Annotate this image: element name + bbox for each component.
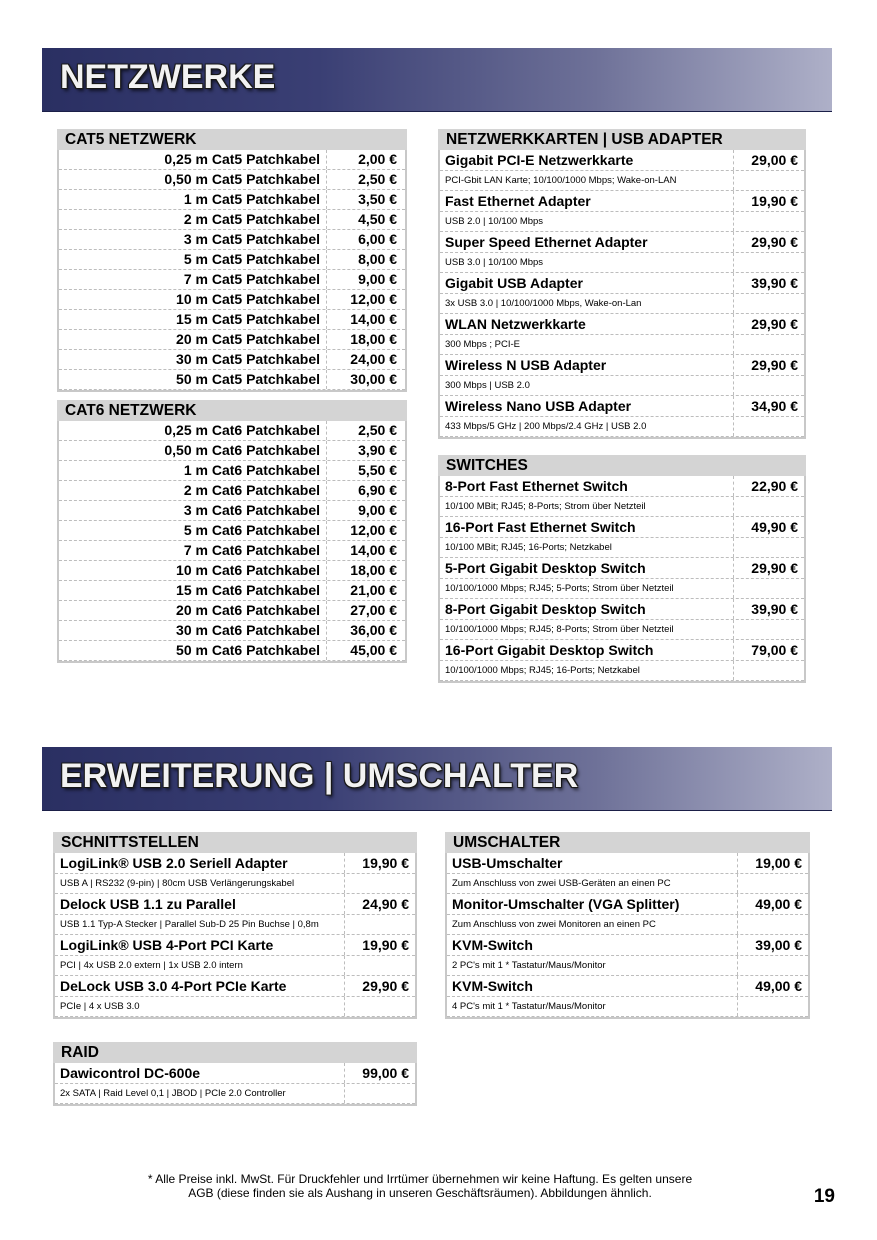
table-row [59, 310, 405, 330]
product-title-row [440, 517, 804, 538]
empty-cell [734, 661, 804, 680]
table-row [59, 541, 405, 561]
product-desc-row [440, 294, 804, 314]
product-name: Dawicontrol DC-600e [55, 1063, 345, 1083]
product-desc-row [440, 171, 804, 191]
empty-cell [345, 1084, 415, 1103]
product-name: 10 m Cat5 Patchkabel [59, 290, 327, 309]
empty-cell [738, 997, 808, 1016]
product-price: 34,90 € [751, 398, 798, 414]
product-name: 30 m Cat5 Patchkabel [59, 350, 327, 369]
product-desc-row [55, 1084, 415, 1104]
table-row [59, 581, 405, 601]
product-description: 10/100 MBit; RJ45; 8-Ports; Strom über Netzteil [440, 497, 734, 516]
product-item [440, 191, 804, 232]
product-price: 18,00 € [350, 562, 397, 578]
product-desc-row [447, 997, 808, 1017]
footer-note [120, 1172, 720, 1200]
product-name: LogiLink® USB 2.0 Seriell Adapter [55, 853, 345, 873]
empty-cell [738, 956, 808, 975]
product-price: 29,90 € [751, 316, 798, 332]
product-price: 2,00 € [358, 151, 397, 167]
table-row [59, 601, 405, 621]
empty-cell [734, 171, 804, 190]
product-name: 10 m Cat6 Patchkabel [59, 561, 327, 580]
empty-cell [734, 253, 804, 272]
product-title-row [440, 232, 804, 253]
table-row [59, 370, 405, 390]
empty-cell [738, 915, 808, 934]
product-name: Gigabit PCI-E Netzwerkkarte [440, 150, 734, 170]
product-title-row [440, 396, 804, 417]
product-price: 29,90 € [751, 234, 798, 250]
banner-erweiterung [42, 747, 832, 811]
table-row [59, 170, 405, 190]
product-description: USB 1.1 Typ-A Stecker | Parallel Sub-D 25 Pin Buchse | 0,8m [55, 915, 345, 934]
product-item [440, 396, 804, 437]
product-title-row [440, 191, 804, 212]
product-desc-row [447, 915, 808, 935]
product-price: 27,00 € [350, 602, 397, 618]
product-price: 29,90 € [751, 560, 798, 576]
product-item [440, 314, 804, 355]
product-name: 7 m Cat6 Patchkabel [59, 541, 327, 560]
product-name: 2 m Cat6 Patchkabel [59, 481, 327, 500]
product-item [55, 1063, 415, 1104]
product-price: 19,90 € [362, 855, 409, 871]
product-description: 4 PC's mit 1 * Tastatur/Maus/Monitor [447, 997, 738, 1016]
product-price: 30,00 € [350, 371, 397, 387]
product-name: LogiLink® USB 4-Port PCI Karte [55, 935, 345, 955]
product-desc-row [440, 253, 804, 273]
product-item [440, 273, 804, 314]
table-row [59, 210, 405, 230]
product-description: 10/100 MBit; RJ45; 16-Ports; Netzkabel [440, 538, 734, 557]
product-price: 19,00 € [755, 855, 802, 871]
product-description: 2x SATA | Raid Level 0,1 | JBOD | PCIe 2.0 Controller [55, 1084, 345, 1103]
empty-cell [345, 874, 415, 893]
empty-cell [734, 294, 804, 313]
product-name: 15 m Cat6 Patchkabel [59, 581, 327, 600]
product-name: 3 m Cat6 Patchkabel [59, 501, 327, 520]
product-name: Fast Ethernet Adapter [440, 191, 734, 211]
banner-netzwerke [42, 48, 832, 112]
product-name: 0,25 m Cat5 Patchkabel [59, 150, 327, 169]
product-description: 433 Mbps/5 GHz | 200 Mbps/2.4 GHz | USB 2.0 [440, 417, 734, 436]
table-row [59, 270, 405, 290]
table-row [59, 521, 405, 541]
product-description: PCIe | 4 x USB 3.0 [55, 997, 345, 1016]
product-price: 21,00 € [350, 582, 397, 598]
banner-title: NETZWERKE [60, 58, 276, 96]
product-price: 3,50 € [358, 191, 397, 207]
product-desc-row [440, 579, 804, 599]
product-item [447, 935, 808, 976]
product-title-row [55, 935, 415, 956]
section-title: UMSCHALTER [445, 832, 810, 853]
section-title: NETZWERKKARTEN | USB ADAPTER [438, 129, 806, 150]
product-price: 49,90 € [751, 519, 798, 535]
section-title: CAT6 NETZWERK [57, 400, 407, 421]
product-name: 0,50 m Cat6 Patchkabel [59, 441, 327, 460]
product-item [440, 355, 804, 396]
product-description: 3x USB 3.0 | 10/100/1000 Mbps, Wake-on-Lan [440, 294, 734, 313]
product-desc-row [440, 497, 804, 517]
product-title-row [440, 150, 804, 171]
product-item [447, 976, 808, 1017]
product-name: Super Speed Ethernet Adapter [440, 232, 734, 252]
product-price: 14,00 € [350, 542, 397, 558]
empty-cell [738, 874, 808, 893]
empty-cell [345, 956, 415, 975]
product-price: 5,50 € [358, 462, 397, 478]
table-row [59, 481, 405, 501]
empty-cell [734, 497, 804, 516]
product-description: 10/100/1000 Mbps; RJ45; 16-Ports; Netzkabel [440, 661, 734, 680]
cat5-table [57, 129, 407, 392]
product-item [440, 476, 804, 517]
product-title-row [440, 640, 804, 661]
raid-table [53, 1042, 417, 1106]
product-name: 8-Port Gigabit Desktop Switch [440, 599, 734, 619]
product-description: Zum Anschluss von zwei Monitoren an einen PC [447, 915, 738, 934]
product-price: 39,00 € [755, 937, 802, 953]
product-description: 300 Mbps ; PCI-E [440, 335, 734, 354]
table-row [59, 250, 405, 270]
product-desc-row [55, 915, 415, 935]
product-price: 24,90 € [362, 896, 409, 912]
product-name: 7 m Cat5 Patchkabel [59, 270, 327, 289]
product-price: 19,90 € [751, 193, 798, 209]
product-desc-row [440, 212, 804, 232]
cat6-table [57, 400, 407, 663]
product-item [440, 640, 804, 681]
product-name: 50 m Cat6 Patchkabel [59, 641, 327, 660]
product-price: 8,00 € [358, 251, 397, 267]
table-row [59, 150, 405, 170]
product-name: 5-Port Gigabit Desktop Switch [440, 558, 734, 578]
table-row [59, 290, 405, 310]
product-item [55, 894, 415, 935]
product-price: 29,90 € [362, 978, 409, 994]
product-description: USB A | RS232 (9-pin) | 80cm USB Verlängerungskabel [55, 874, 345, 893]
product-desc-row [440, 538, 804, 558]
product-name: Monitor-Umschalter (VGA Splitter) [447, 894, 738, 914]
product-title-row [440, 273, 804, 294]
product-price: 49,00 € [755, 896, 802, 912]
product-price: 22,90 € [751, 478, 798, 494]
product-name: 3 m Cat5 Patchkabel [59, 230, 327, 249]
product-title-row [447, 853, 808, 874]
product-description: 10/100/1000 Mbps; RJ45; 8-Ports; Strom über Netzteil [440, 620, 734, 639]
product-desc-row [55, 874, 415, 894]
table-row [59, 461, 405, 481]
table-row [59, 350, 405, 370]
product-name: 8-Port Fast Ethernet Switch [440, 476, 734, 496]
product-title-row [55, 853, 415, 874]
product-description: USB 2.0 | 10/100 Mbps [440, 212, 734, 231]
product-price: 36,00 € [350, 622, 397, 638]
product-name: 0,25 m Cat6 Patchkabel [59, 421, 327, 440]
product-description: PCI | 4x USB 2.0 extern | 1x USB 2.0 intern [55, 956, 345, 975]
product-price: 3,90 € [358, 442, 397, 458]
product-price: 39,90 € [751, 601, 798, 617]
product-price: 2,50 € [358, 422, 397, 438]
product-item [447, 894, 808, 935]
table-row [59, 501, 405, 521]
footer-line: * Alle Preise inkl. MwSt. Für Druckfehler und Irrtümer übernehmen wir keine Haftung. Es gelten unsere [147, 1172, 693, 1186]
product-name: 16-Port Gigabit Desktop Switch [440, 640, 734, 660]
product-name: 1 m Cat5 Patchkabel [59, 190, 327, 209]
product-price: 79,00 € [751, 642, 798, 658]
product-desc-row [440, 335, 804, 355]
product-name: Gigabit USB Adapter [440, 273, 734, 293]
product-description: 300 Mbps | USB 2.0 [440, 376, 734, 395]
section-title: SCHNITTSTELLEN [53, 832, 417, 853]
product-name: KVM-Switch [447, 976, 738, 996]
product-name: Wireless Nano USB Adapter [440, 396, 734, 416]
empty-cell [734, 335, 804, 354]
product-price: 2,50 € [358, 171, 397, 187]
product-price: 29,00 € [751, 152, 798, 168]
empty-cell [734, 538, 804, 557]
banner-title: ERWEITERUNG | UMSCHALTER [60, 757, 579, 795]
product-name: DeLock USB 3.0 4-Port PCIe Karte [55, 976, 345, 996]
umschalter-table [445, 832, 810, 1019]
product-title-row [440, 476, 804, 497]
product-title-row [440, 314, 804, 335]
product-title-row [55, 1063, 415, 1084]
product-desc-row [440, 417, 804, 437]
product-price: 24,00 € [350, 351, 397, 367]
product-price: 14,00 € [350, 311, 397, 327]
table-row [59, 621, 405, 641]
product-name: 0,50 m Cat5 Patchkabel [59, 170, 327, 189]
product-item [55, 976, 415, 1017]
product-name: 20 m Cat6 Patchkabel [59, 601, 327, 620]
section-title: CAT5 NETZWERK [57, 129, 407, 150]
product-name: 5 m Cat5 Patchkabel [59, 250, 327, 269]
section-title: SWITCHES [438, 455, 806, 476]
page-number: 19 [813, 1186, 835, 1207]
product-desc-row [440, 661, 804, 681]
product-item [440, 150, 804, 191]
product-title-row [447, 894, 808, 915]
product-price: 12,00 € [350, 522, 397, 538]
product-description: Zum Anschluss von zwei USB-Geräten an einen PC [447, 874, 738, 893]
product-desc-row [447, 956, 808, 976]
product-price: 9,00 € [358, 502, 397, 518]
product-price: 19,90 € [362, 937, 409, 953]
table-row [59, 561, 405, 581]
schnittstellen-table [53, 832, 417, 1019]
product-name: 16-Port Fast Ethernet Switch [440, 517, 734, 537]
empty-cell [345, 915, 415, 934]
product-name: 30 m Cat6 Patchkabel [59, 621, 327, 640]
product-item [440, 558, 804, 599]
product-description: USB 3.0 | 10/100 Mbps [440, 253, 734, 272]
switches-table [438, 455, 806, 683]
product-name: 15 m Cat5 Patchkabel [59, 310, 327, 329]
product-title-row [55, 976, 415, 997]
product-description: 10/100/1000 Mbps; RJ45; 5-Ports; Strom über Netzteil [440, 579, 734, 598]
product-item [440, 599, 804, 640]
product-price: 12,00 € [350, 291, 397, 307]
table-row [59, 641, 405, 661]
product-desc-row [55, 956, 415, 976]
section-title: RAID [53, 1042, 417, 1063]
empty-cell [734, 620, 804, 639]
product-title-row [440, 558, 804, 579]
product-name: Wireless N USB Adapter [440, 355, 734, 375]
product-price: 45,00 € [350, 642, 397, 658]
product-title-row [447, 935, 808, 956]
table-row [59, 230, 405, 250]
product-name: 5 m Cat6 Patchkabel [59, 521, 327, 540]
product-price: 39,90 € [751, 275, 798, 291]
product-description: PCI-Gbit LAN Karte; 10/100/1000 Mbps; Wake-on-LAN [440, 171, 734, 190]
product-name: USB-Umschalter [447, 853, 738, 873]
product-item [440, 517, 804, 558]
product-desc-row [447, 874, 808, 894]
product-name: 2 m Cat5 Patchkabel [59, 210, 327, 229]
empty-cell [734, 417, 804, 436]
product-desc-row [55, 997, 415, 1017]
empty-cell [345, 997, 415, 1016]
product-name: Delock USB 1.1 zu Parallel [55, 894, 345, 914]
product-desc-row [440, 620, 804, 640]
product-price: 6,00 € [358, 231, 397, 247]
product-price: 18,00 € [350, 331, 397, 347]
netzwerkkarten-table [438, 129, 806, 439]
product-price: 6,90 € [358, 482, 397, 498]
footer-line: AGB (diese finden sie als Aushang in unseren Geschäftsräumen). Abbildungen ähnlich. [188, 1186, 652, 1200]
product-title-row [447, 976, 808, 997]
product-item [55, 853, 415, 894]
product-name: KVM-Switch [447, 935, 738, 955]
product-title-row [440, 355, 804, 376]
empty-cell [734, 579, 804, 598]
product-price: 99,00 € [362, 1065, 409, 1081]
product-price: 4,50 € [358, 211, 397, 227]
product-item [440, 232, 804, 273]
table-row [59, 441, 405, 461]
table-row [59, 190, 405, 210]
product-item [447, 853, 808, 894]
table-row [59, 330, 405, 350]
empty-cell [734, 212, 804, 231]
product-price: 9,00 € [358, 271, 397, 287]
product-title-row [55, 894, 415, 915]
product-desc-row [440, 376, 804, 396]
product-description: 2 PC's mit 1 * Tastatur/Maus/Monitor [447, 956, 738, 975]
table-row [59, 421, 405, 441]
product-name: 20 m Cat5 Patchkabel [59, 330, 327, 349]
product-price: 49,00 € [755, 978, 802, 994]
product-item [55, 935, 415, 976]
product-name: WLAN Netzwerkkarte [440, 314, 734, 334]
product-price: 29,90 € [751, 357, 798, 373]
product-name: 50 m Cat5 Patchkabel [59, 370, 327, 389]
product-name: 1 m Cat6 Patchkabel [59, 461, 327, 480]
empty-cell [734, 376, 804, 395]
product-title-row [440, 599, 804, 620]
